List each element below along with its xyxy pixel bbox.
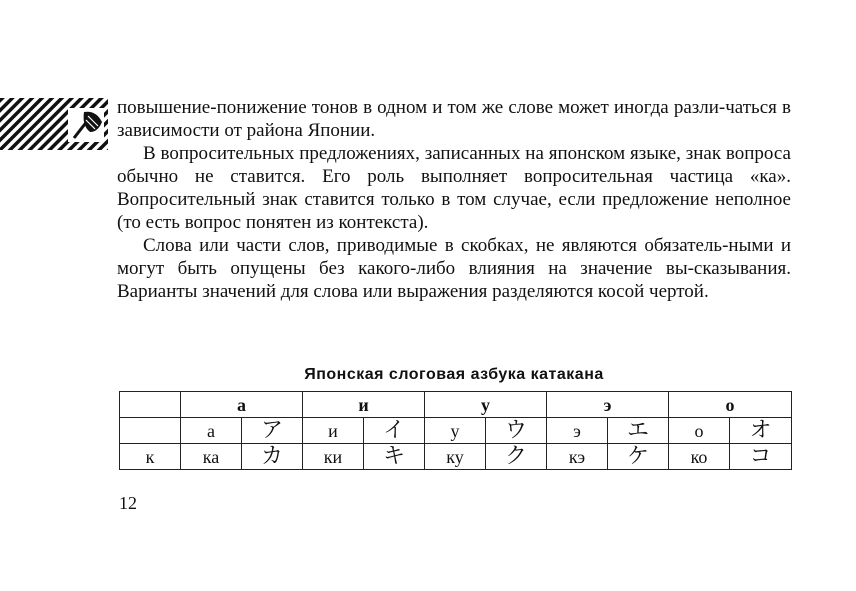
paragraph-1: повышение-понижение тонов в одном и том же слове может иногда разли-чаться в зависимости от района Японии. bbox=[117, 97, 791, 141]
header-vowel-u: у bbox=[425, 392, 547, 418]
romaji-cell: ка bbox=[181, 444, 242, 470]
romaji-cell: а bbox=[181, 418, 242, 444]
romaji-cell: и bbox=[303, 418, 364, 444]
header-vowel-o: о bbox=[669, 392, 792, 418]
katakana-cell: ウ bbox=[486, 418, 547, 444]
header-row bbox=[120, 392, 792, 418]
katakana-cell: コ bbox=[730, 444, 792, 470]
paragraph-3: Слова или части слов, приводимые в скобках, не являются обязатель-ными и могут быть опущены без какого-либо влияния на значение вы-сказывания. Варианты значений для слова или выражения разделяются косой чертой. bbox=[117, 235, 791, 302]
hatched-margin-band bbox=[0, 98, 108, 150]
header-corner bbox=[120, 392, 181, 418]
katakana-cell: イ bbox=[364, 418, 425, 444]
katakana-cell: ク bbox=[486, 444, 547, 470]
katakana-cell: キ bbox=[364, 444, 425, 470]
katakana-table bbox=[119, 391, 792, 470]
romaji-cell: э bbox=[547, 418, 608, 444]
romaji-cell: у bbox=[425, 418, 486, 444]
row-label bbox=[120, 418, 181, 444]
header-vowel-a: а bbox=[181, 392, 303, 418]
paragraph-2: В вопросительных предложениях, записанных на японском языке, знак вопроса обычно не ставится. Его роль выполняет вопросительная частица «ка». Вопросительный знак ставится только в том случае, если предложение неполное (то есть вопрос понятен из контекста). bbox=[117, 143, 791, 233]
katakana-cell: ア bbox=[242, 418, 303, 444]
header-vowel-e: э bbox=[547, 392, 669, 418]
body-text bbox=[117, 96, 791, 303]
table-title: Японская слоговая азбука катакана bbox=[304, 366, 604, 383]
katakana-cell: エ bbox=[608, 418, 669, 444]
romaji-cell: ко bbox=[669, 444, 730, 470]
romaji-cell: ку bbox=[425, 444, 486, 470]
katakana-cell: オ bbox=[730, 418, 792, 444]
romaji-cell: ки bbox=[303, 444, 364, 470]
table-row bbox=[120, 418, 792, 444]
margin-marker bbox=[0, 98, 108, 150]
katakana-cell: ケ bbox=[608, 444, 669, 470]
row-label: к bbox=[120, 444, 181, 470]
romaji-cell: о bbox=[669, 418, 730, 444]
header-vowel-i: и bbox=[303, 392, 425, 418]
katakana-cell: カ bbox=[242, 444, 303, 470]
table-row bbox=[120, 444, 792, 470]
romaji-cell: кэ bbox=[547, 444, 608, 470]
page-number: 12 bbox=[119, 493, 137, 513]
